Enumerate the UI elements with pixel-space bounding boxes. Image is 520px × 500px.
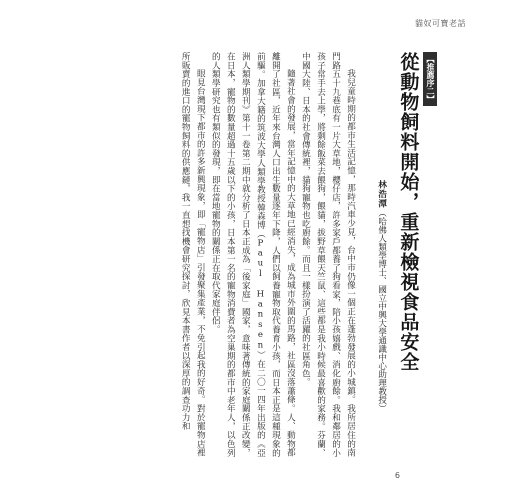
section-tag: 【推薦序二】 [423, 52, 437, 106]
page-number: 6 [394, 471, 400, 480]
author-byline [376, 52, 387, 457]
vertical-text-body [60, 52, 440, 457]
body-paragraph-3: 眼見台灣現下都市的許多新興現象，即「寵物店」引發聚集產業，不免引起我的好奇。對於寵物店裡所販賣的進口的寵物飼料的供應鏈，我一直想找機會研究探討，欣見本書作者以深厚的調查功力和 [180, 52, 206, 457]
body-paragraph-2: 隨著社會的發展，當年記憶中的大草地已經消失，成為城市外圍的馬路，社區沒落蕭條。人、動物都離開了社區，近年來台灣人口出生數量逐年下降，人們以飼養寵物取代養育小孩，而日本正是這種現象的前驅。加拿大籍的筑波大學人類學教授韓森博（Paul Hansen）在二〇一四年出版的《亞洲人類學期刊》第十一卷第二期中就分析了日本正成為「後家庭」國家，意味著傳統的家庭關係正改變，在日本，寵物的數量超過十五歲以下的小孩，日本第一名的寵物消費者為空巢期的都市中老年人，以色列的人類學研究也有類似的發現，即在當地寵物的關係正在取代家庭伴侶。 [210, 52, 296, 457]
author-affiliation: （哈佛人類學博士、國立中興大學通識中心助理教授） [376, 208, 387, 413]
chapter-title: 從動物飼料開始，重新檢視食品安全 [397, 52, 420, 372]
body-paragraph-1: 我兒童時期的都市生活記憶，那時汽車少見，台中市仍像一個正在蓬勃發展的小城鎮。我所居住的南門路五十九巷底有一片大草地，櫻仔店，許多家戶都養了狗看家，陪小孩嬉戲、消化廚餘。我和鄰居的小孩子常手去上學，將剩餘飯菜去餵狗，餵貓，拔野草餵天竺鼠、這些都是我小時候最喜歡的家務。芬蘭、中國大陸、日本的社會傳統裡，貓狗寵物也吃廚餘。而且一樣扮演了活躍的社區角色。 [300, 52, 356, 457]
running-head: 貓奴可寶老話 [415, 19, 466, 28]
author-name: 林浩潭 [376, 180, 387, 209]
